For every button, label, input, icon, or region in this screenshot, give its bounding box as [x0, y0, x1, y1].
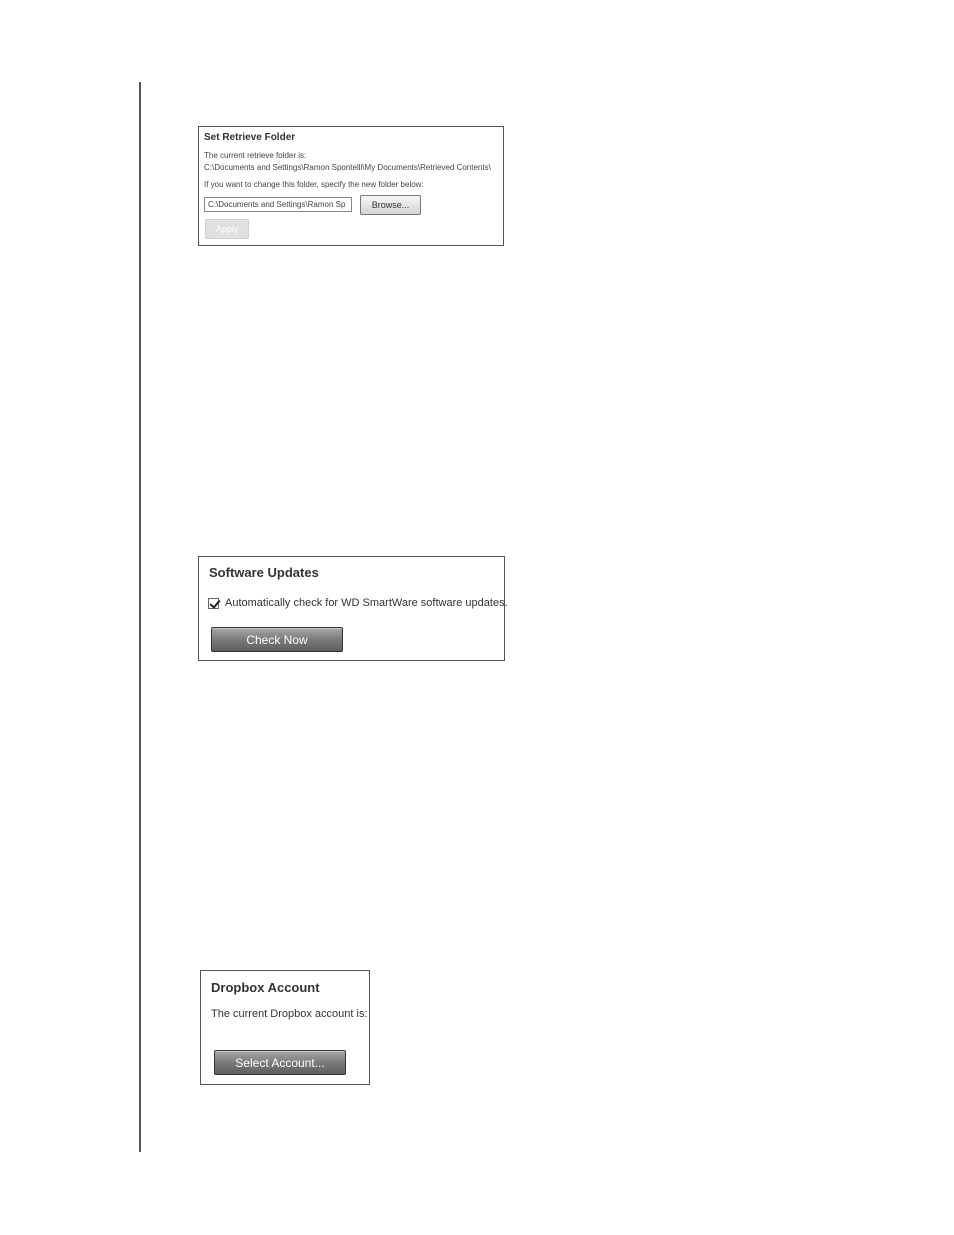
panel-title: Set Retrieve Folder: [204, 132, 296, 143]
check-now-button[interactable]: Check Now: [211, 627, 343, 652]
dropbox-account-panel: [200, 970, 370, 1085]
auto-check-checkbox[interactable]: [208, 598, 219, 609]
page-margin-rule: [139, 82, 141, 1152]
panel-title: Software Updates: [209, 565, 319, 580]
apply-button[interactable]: Apply: [205, 219, 249, 239]
software-updates-panel: [198, 556, 508, 661]
select-account-button[interactable]: Select Account...: [214, 1050, 346, 1075]
auto-check-row[interactable]: [208, 597, 508, 609]
retrieve-folder-input[interactable]: [204, 197, 352, 212]
set-retrieve-folder-panel: [198, 126, 504, 246]
auto-check-label: Automatically check for WD SmartWare software updates.: [225, 597, 508, 609]
change-folder-instruction: If you want to change this folder, specify the new folder below:: [204, 180, 424, 189]
current-account-label: The current Dropbox account is:: [211, 1008, 368, 1020]
current-folder-label: The current retrieve folder is:: [204, 151, 307, 160]
current-folder-path: C:\Documents and Settings\Ramon Spontelli\My Documents\Retrieved Contents\: [204, 163, 491, 172]
panel-title: Dropbox Account: [211, 980, 320, 995]
browse-button[interactable]: Browse...: [360, 195, 421, 215]
